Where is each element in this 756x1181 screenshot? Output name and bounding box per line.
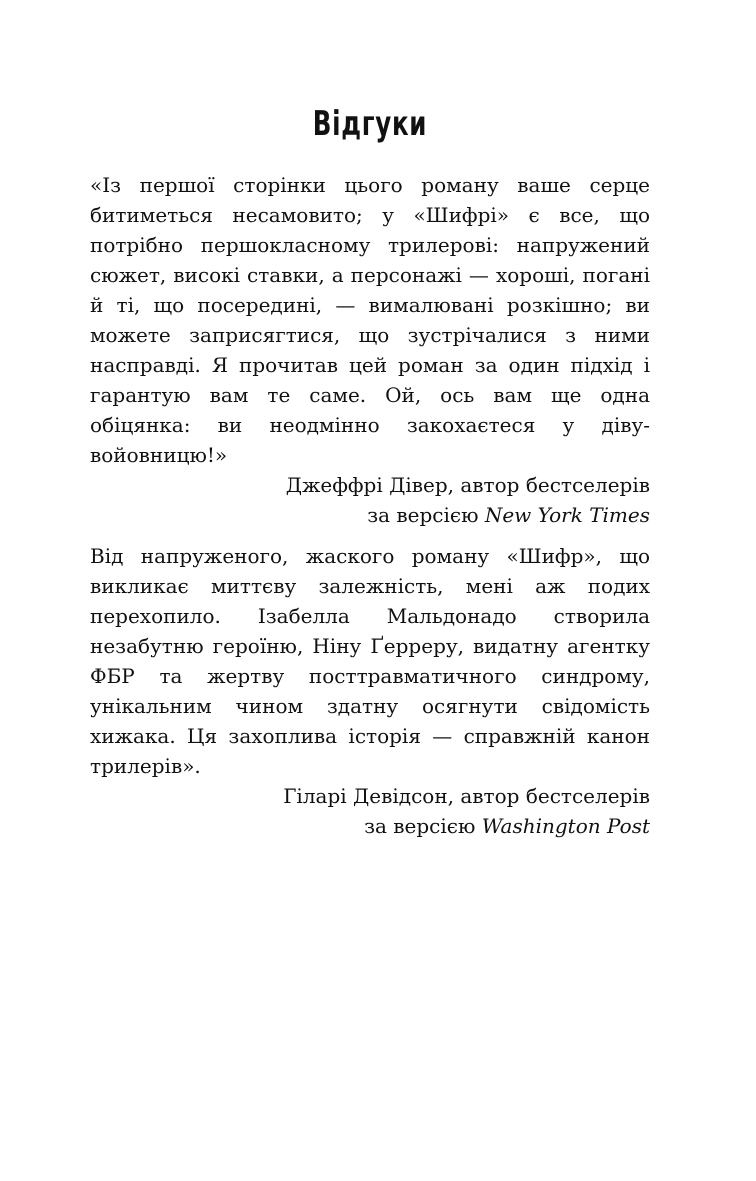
review-block — [90, 541, 650, 841]
book-page — [90, 0, 650, 1181]
publication-name: Washington Post — [481, 814, 650, 838]
source-prefix: за версією — [367, 503, 485, 527]
review-source — [90, 811, 650, 841]
review-block — [90, 170, 650, 530]
review-quote: «Із першої сторінки цього роману ваше серце битиметься несамовито; у «Шифрі» є все, що потрібно першокласному трилерові: напружений сюжет, високі ставки, а персонажі — хороші, погані й ті, що посередині, — вималювані розкішно; ви можете заприсягтися, що зустрічалися з ними насправді. Я прочитав цей роман за один підхід і гарантую вам те саме. Ой, ось вам ще одна обіцянка: ви неодмінно закохаєтеся у діву-войовницю!» — [90, 173, 650, 467]
review-author: Джеффрі Дівер, автор бестселерів — [285, 473, 650, 497]
publication-name: New York Times — [484, 503, 650, 527]
review-quote: Від напруженого, жаского роману «Шифр», що викликає миттєву залежність, мені аж подих перехопило. Ізабелла Мальдонадо створила незабутню героїню, Ніну Ґерреру, видатну агентку ФБР та жертву посттравматичного синдрому, унікальним чином здатну осягнути свідомість хижака. Ця захоплива історія — справжній канон трилерів». — [90, 544, 650, 778]
review-source — [90, 500, 650, 530]
source-prefix: за версією — [364, 814, 482, 838]
page-title: Відгуки — [312, 104, 428, 144]
review-author: Гіларі Девідсон, автор бестселерів — [283, 784, 650, 808]
